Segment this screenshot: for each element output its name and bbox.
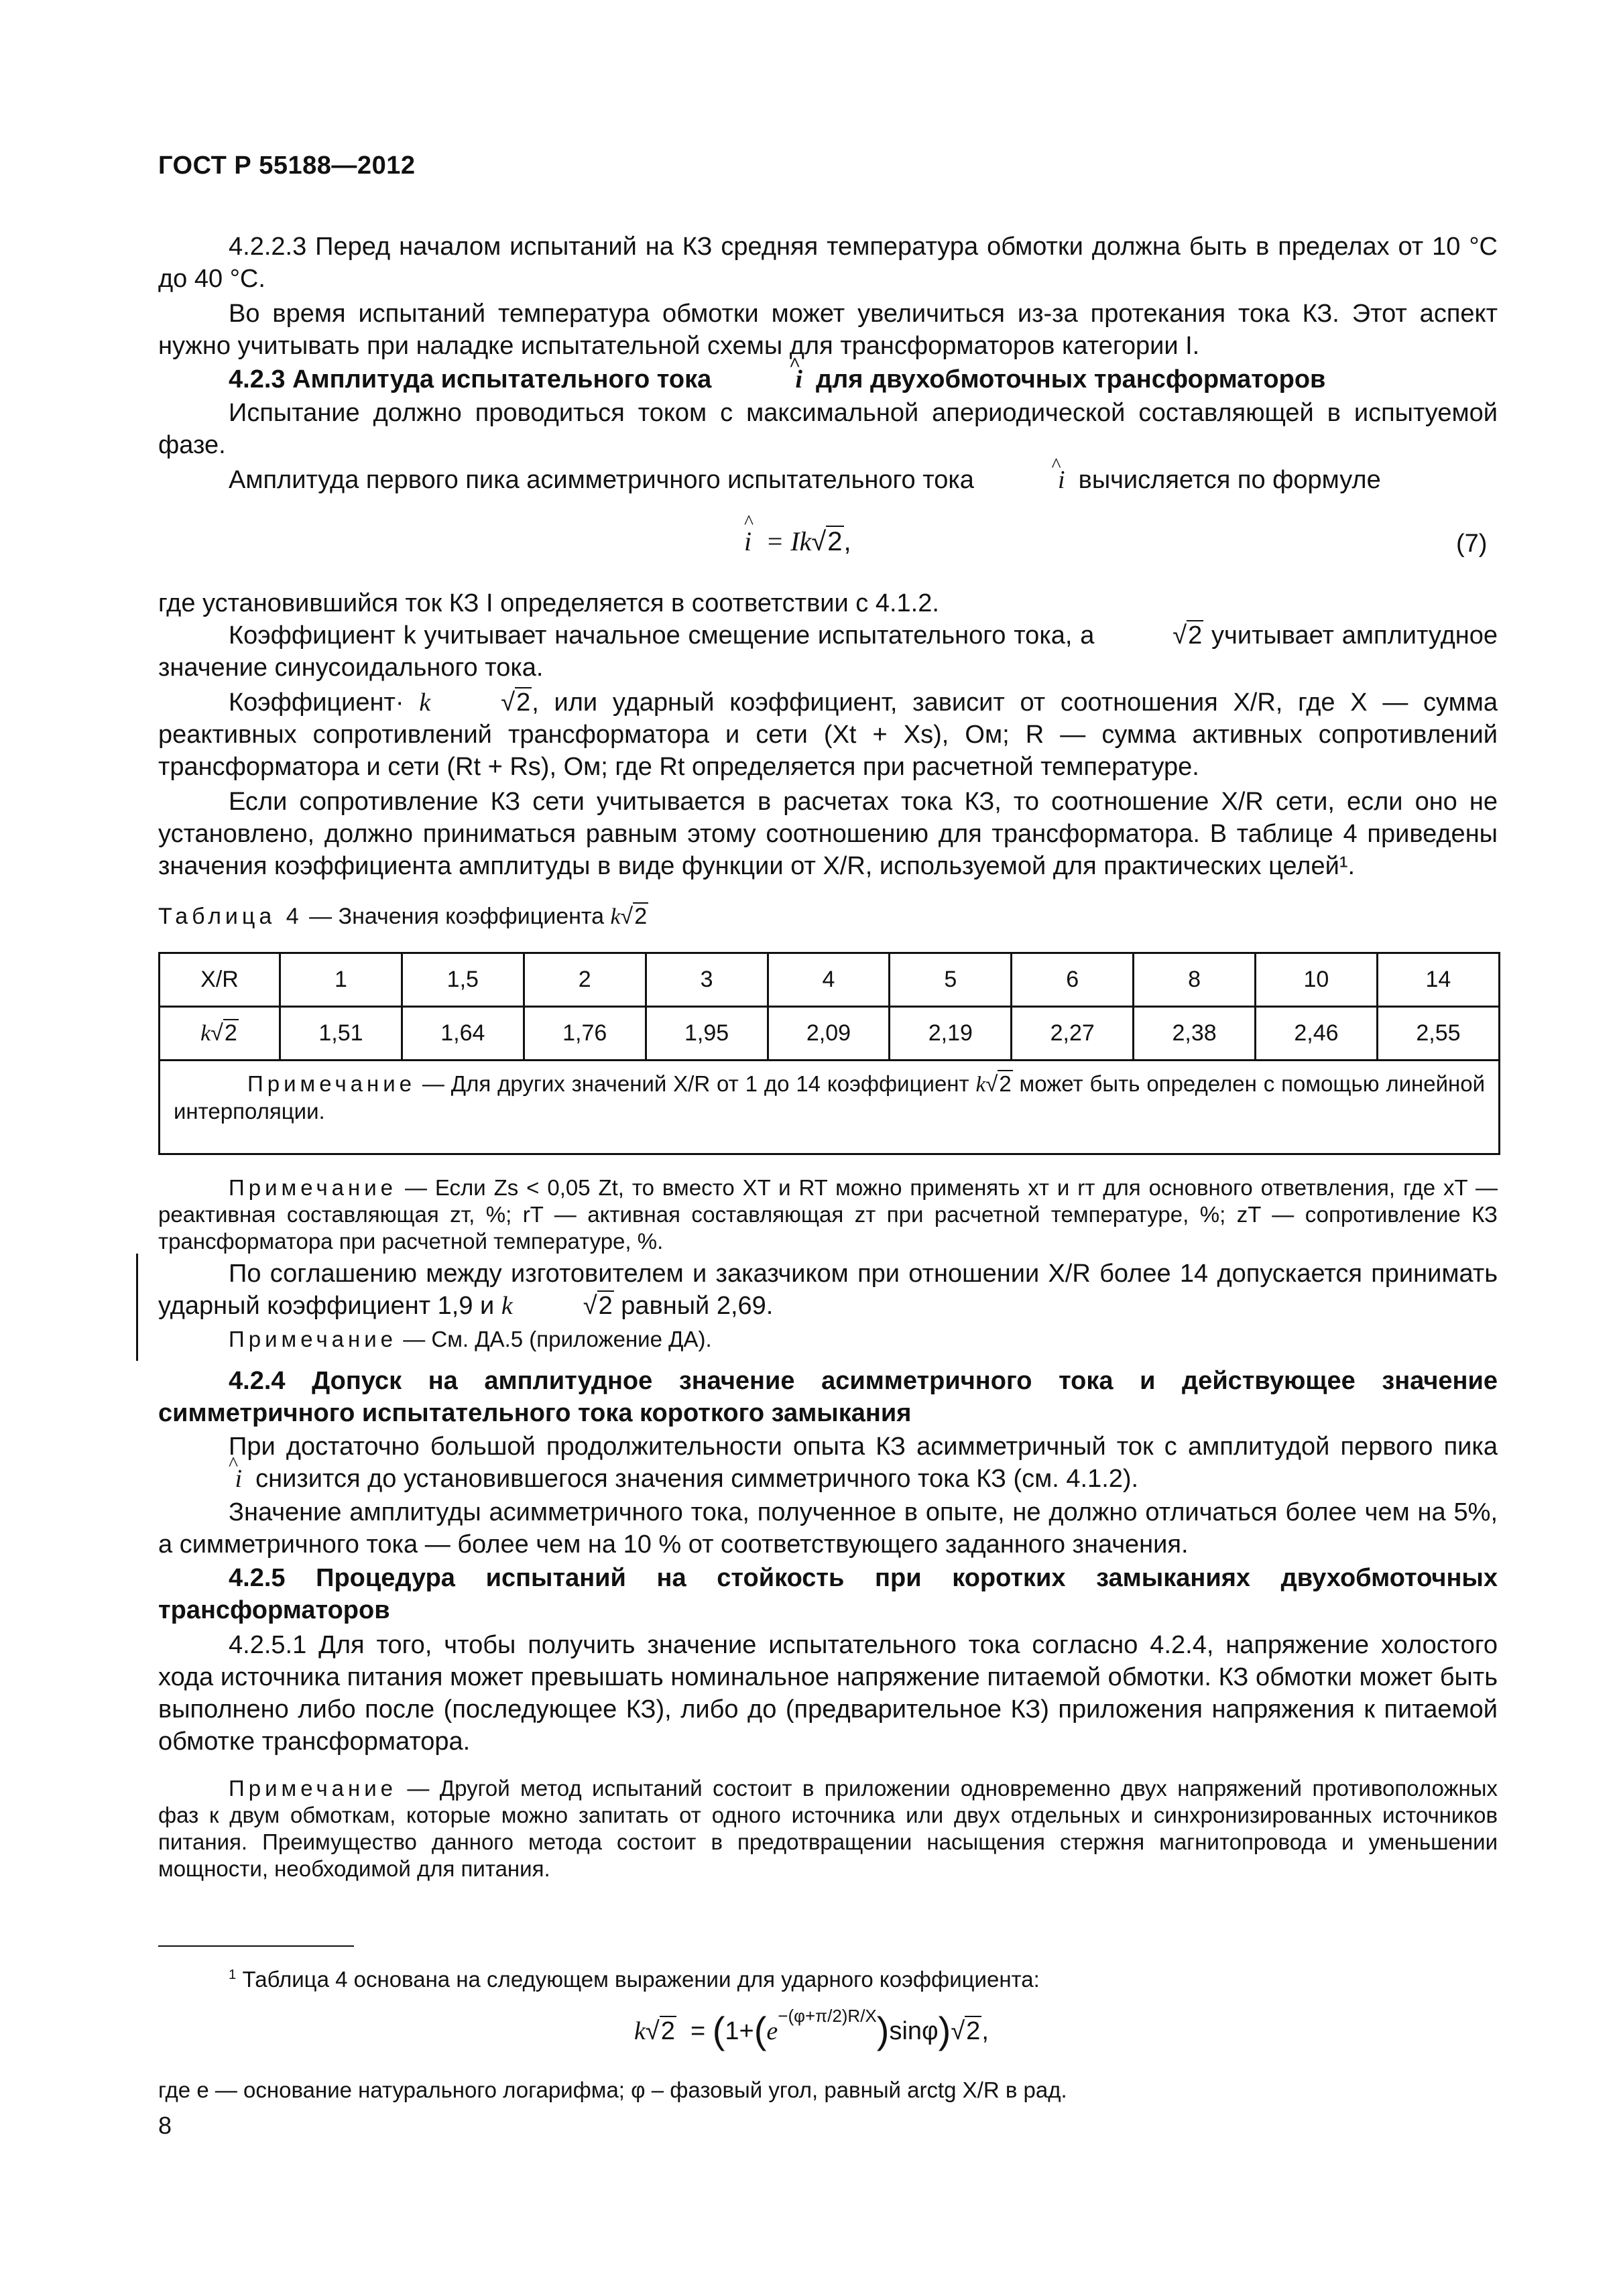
sqrt-2: √2	[645, 2017, 675, 2045]
table-cell: 1,64	[402, 1007, 524, 1061]
heading-4-2-3	[158, 363, 1498, 396]
agreement-text-a: По соглашению между изготовителем и заказчиком при отношении X/R более 14 допускается принимать ударный коэффициент 1,9 и	[158, 1260, 1498, 1320]
note-other-method	[158, 1775, 1498, 1882]
sqrt-2: √2	[811, 527, 843, 556]
note-da5-label: Примечание	[229, 1327, 398, 1351]
paragraph-coefficient-k	[158, 619, 1498, 684]
impact-coefficient-text-a: Коэффициент·	[229, 688, 404, 717]
sqrt-2: √2	[501, 688, 531, 717]
table-cell: 10	[1256, 953, 1378, 1007]
footnote-formula: $k√2 = (1+(e^{-(\varphi+\pi/2)R/X})\sin\varphi)√2$,	[634, 2006, 989, 2051]
footnote-where: где e — основание натурального логарифма; φ – фазовый угол, равный arctg X/R в рад.	[158, 2077, 1067, 2102]
table-4-caption-label: Таблица 4	[158, 904, 303, 929]
sqrt-2: √2	[620, 904, 648, 929]
paragraph-4-2-5-1: 4.2.5.1 Для того, чтобы получить значение испытательного тока согласно 4.2.4, напряжение холостого хода источника питания может превышать номинальное напряжение питаемой обмотки. КЗ обмотки может быть выполнено либо после (последующее КЗ), либо до (предварительное КЗ) приложения напряжения к питаемой обмотке трансформатора.	[158, 1631, 1498, 1756]
coefficient-k-text-a: Коэффициент k учитывает начальное смещение испытательного тока, а	[229, 621, 1095, 650]
table-cell-k-label: k√2	[160, 1007, 280, 1061]
footnote-separator	[158, 1945, 354, 1947]
sqrt-2: √2	[985, 1071, 1012, 1096]
table-row-k	[160, 1007, 1500, 1061]
table-cell: 1,76	[524, 1007, 646, 1061]
paragraph-network-resistance: Если сопротивление КЗ сети учитывается в расчетах тока КЗ, то соотношение X/R сети, если оно не установлено, должно приниматься равным этому соотношению для трансформатора. В таблице 4 приведены значения коэффициента амплитуды в виде функции от X/R, используемой для практических целей¹.	[158, 788, 1498, 880]
page-number: 8	[158, 2112, 172, 2139]
formula-7-number: (7)	[1456, 530, 1488, 558]
sqrt-2: √2	[583, 1292, 613, 1320]
table-cell: 1,5	[402, 953, 524, 1007]
table-note-text-a: — Для других значений X/R от 1 до 14 коэффициент	[422, 1071, 969, 1096]
table-row-note	[160, 1061, 1500, 1154]
table-cell: 4	[768, 953, 890, 1007]
table-cell: 1,51	[280, 1007, 402, 1061]
paragraph-agreement: По соглашению между изготовителем и заказчиком при отношении X/R более 14 допускается принимать ударный коэффициент 1,9 и k √2 равный 2,69.	[158, 1258, 1498, 1322]
change-bar	[136, 1254, 138, 1361]
note-other-method-text: — Другой метод испытаний состоит в приложении одновременно двух напряжений противоположных фаз к двум обмоткам, которые можно запитать от одного источника или двух отдельных и синхронизированных источников питания. Преимущество данного метода состоит в предотвращении насыщения стержня магнитопровода и уменьшении мощности, необходимой для питания.	[158, 1776, 1498, 1881]
table-note: Примечание — Для других значений X/R от 1 до 14 коэффициент k√2 может быть определен с помощью линейной интерполяции.	[160, 1061, 1500, 1154]
table-cell: 2,19	[890, 1007, 1012, 1061]
table-cell: 3	[646, 953, 768, 1007]
formula-7: ^ i = Ik√2,	[744, 526, 851, 557]
table-cell: 2,38	[1134, 1007, 1256, 1061]
footnote	[158, 1961, 1498, 1993]
paragraph-4-2-2-3: 4.2.2.3 Перед началом испытаний на КЗ средняя температура обмотки должна быть в пределах от 10 °С до 40 °С.	[158, 233, 1498, 293]
i-hat-symbol: ^ i	[981, 464, 1072, 496]
paragraph-steady-current: где установившийся ток КЗ I определяется в соответствии с 4.1.2.	[158, 589, 939, 617]
table-cell: 8	[1134, 953, 1256, 1007]
table-cell: 1,95	[646, 1007, 768, 1061]
note-zs	[158, 1174, 1498, 1255]
table-note-text-b: может быть определен с помощью линейной интерполяции.	[174, 1071, 1486, 1124]
sqrt-2: √2	[951, 2017, 981, 2045]
long-duration-text-a: При достаточно большой продолжительности опыта КЗ асимметричный ток с амплитудой первого пика	[229, 1433, 1498, 1461]
paragraph-temperature-increase: Во время испытаний температура обмотки может увеличиться из-за протекания тока КЗ. Этот аспект нужно учитывать при наладке испытательной схемы для трансформаторов категории I.	[158, 300, 1498, 360]
note-da5	[158, 1326, 1498, 1353]
note-da5-text: — См. ДА.5 (приложение ДА).	[403, 1327, 712, 1351]
table-cell: 6	[1012, 953, 1134, 1007]
table-cell: 2,09	[768, 1007, 890, 1061]
sqrt-2: √2	[1173, 621, 1203, 650]
table-note-label: Примечание	[247, 1071, 416, 1096]
agreement-text-b: равный 2,69.	[621, 1292, 774, 1320]
document-header: ГОСТ Р 55188—2012	[158, 152, 416, 180]
footnote-mark: 1	[229, 1967, 237, 1982]
table-cell: 2,27	[1012, 1007, 1134, 1061]
long-duration-text-b: снизится до установившегося значения симметричного тока КЗ (см. 4.1.2).	[255, 1465, 1139, 1493]
table-cell: 2	[524, 953, 646, 1007]
first-peak-text-a: Амплитуда первого пика асимметричного испытательного тока	[229, 466, 974, 494]
coefficient-k-text-b: учитывает амплитудное значение синусоидального тока.	[158, 621, 1498, 682]
heading-4-2-3-part2: для двухобмоточных трансформаторов	[815, 365, 1326, 394]
paragraph-first-peak	[158, 464, 1498, 496]
heading-4-2-4: 4.2.4 Допуск на амплитудное значение асимметричного тока и действующее значение симметричного испытательного тока короткого замыкания	[158, 1367, 1498, 1427]
table-cell: 14	[1377, 953, 1499, 1007]
paragraph-long-duration	[158, 1431, 1498, 1495]
table-4	[158, 952, 1500, 1155]
table-4-caption: Таблица 4 — Значения коэффициента k√2	[158, 904, 648, 929]
table-4-caption-text: — Значения коэффициента	[309, 904, 604, 929]
paragraph-test-current: Испытание должно проводиться током с максимальной апериодической составляющей в испытуемой фазе.	[158, 399, 1498, 459]
table-cell-xr-label: X/R	[160, 953, 280, 1007]
note-other-method-label: Примечание	[229, 1776, 398, 1801]
first-peak-text-b: вычисляется по формуле	[1078, 466, 1381, 494]
impact-coefficient-text-b: , или ударный коэффициент, зависит от соотношения X/R, где X — сумма реактивных сопротивлений трансформатора и сети (Xt + Xs), Ом; R — сумма активных сопротивлений трансформатора и сети (Rt + Rs), Ом; где Rt определяется при расчетной температуре.	[158, 688, 1498, 781]
note-zs-text: — Если Zs < 0,05 Zt, то вместо XT и RT можно применять xт и rт для основного ответвления, где xT — реактивная составляющая zт, %; rT — активная составляющая zт при расчетной температуре, %; zT — сопротивление КЗ трансформатора при расчетной температуре, %.	[158, 1175, 1498, 1254]
table-cell: 5	[890, 953, 1012, 1007]
sqrt-2: √2	[211, 1020, 237, 1046]
heading-4-2-3-part1: 4.2.3 Амплитуда испытательного тока	[229, 365, 712, 394]
i-hat-symbol: ^ i	[158, 1463, 249, 1495]
table-row-xr	[160, 953, 1500, 1007]
table-cell: 2,55	[1377, 1007, 1499, 1061]
table-cell: 2,46	[1256, 1007, 1378, 1061]
table-cell: 1	[280, 953, 402, 1007]
heading-4-2-5: 4.2.5 Процедура испытаний на стойкость при коротких замыканиях двухобмоточных трансформаторов	[158, 1564, 1498, 1624]
i-hat-symbol: ^ i	[744, 526, 752, 557]
paragraph-tolerance: Значение амплитуды асимметричного тока, полученное в опыте, не должно отличаться более чем на 5%, а симметричного тока — более чем на 10 % от соответствующего заданного значения.	[158, 1498, 1498, 1559]
paragraph-impact-coefficient: Коэффициент· k √2, или ударный коэффициент, зависит от соотношения X/R, где X — сумма реактивных сопротивлений трансформатора и сети (Xt + Xs), Ом; R — сумма активных сопротивлений трансформатора и сети (Rt + Rs), Ом; где Rt определяется при расчетной температуре.	[158, 686, 1498, 783]
i-hat-symbol: ^ i	[719, 363, 809, 396]
footnote-text: Таблица 4 основана на следующем выражении для ударного коэффициента:	[242, 1967, 1040, 1992]
note-zs-label: Примечание	[229, 1175, 398, 1200]
